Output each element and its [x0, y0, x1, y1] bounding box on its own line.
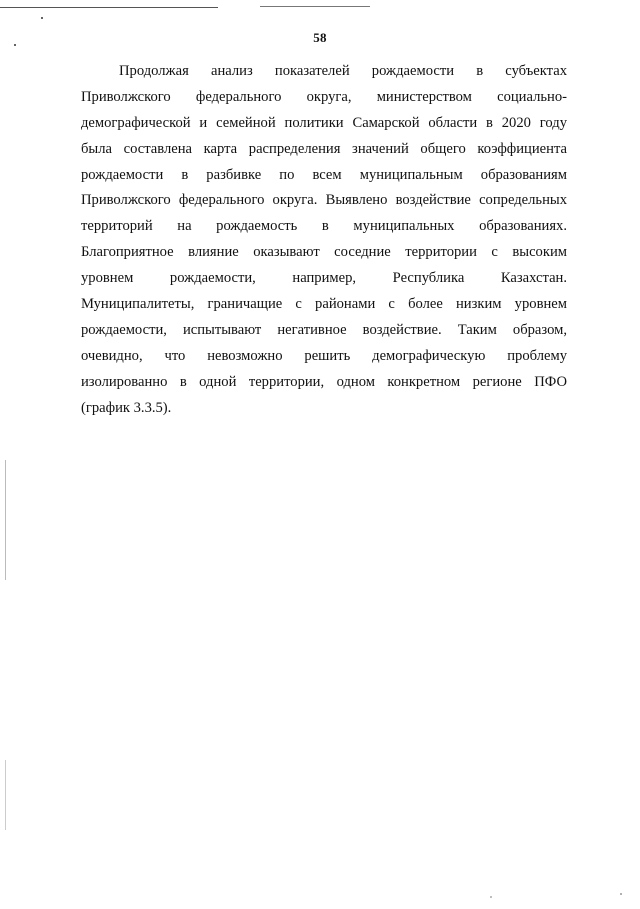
scan-artifact-line: [260, 6, 370, 7]
scan-artifact-line: [0, 7, 218, 8]
scan-artifact-edge: [5, 760, 6, 830]
scan-artifact-dot: [490, 896, 492, 898]
text-line: Продолжая анализ показателей рождаемости в субъектах: [119, 63, 567, 79]
body-paragraph: [81, 59, 567, 421]
text-line: Благоприятное влияние оказывают соседние территории с высоким: [81, 244, 567, 261]
text-line: (график 3.3.5).: [81, 399, 172, 416]
text-line: демографической и семейной политики Самарской области в 2020 году: [81, 114, 567, 131]
text-line: территорий на рождаемость в муниципальных образованиях.: [81, 218, 567, 235]
scan-artifact-dot: [620, 893, 622, 895]
text-line: рождаемости, испытывают негативное воздействие. Таким образом,: [81, 321, 567, 338]
text-line: очевидно, что невозможно решить демографическую проблему: [81, 347, 567, 364]
text-line: Приволжского федерального округа, министерством социально-: [81, 88, 567, 105]
scan-artifact-dot: [41, 17, 43, 19]
text-line: была составлена карта распределения значений общего коэффициента: [81, 140, 567, 157]
text-line: уровнем рождаемости, например, Республика Казахстан.: [81, 270, 567, 287]
text-line: изолированно в одной территории, одном конкретном регионе ПФО: [81, 373, 567, 390]
page-number: 58: [313, 30, 327, 45]
scan-artifact-edge: [5, 460, 6, 580]
text-line: рождаемости в разбивке по всем муниципальным образованиям: [81, 166, 567, 183]
text-line: Муниципалитеты, граничащие с районами с более низким уровнем: [81, 296, 567, 313]
text-line: Приволжского федерального округа. Выявлено воздействие сопредельных: [81, 192, 567, 209]
